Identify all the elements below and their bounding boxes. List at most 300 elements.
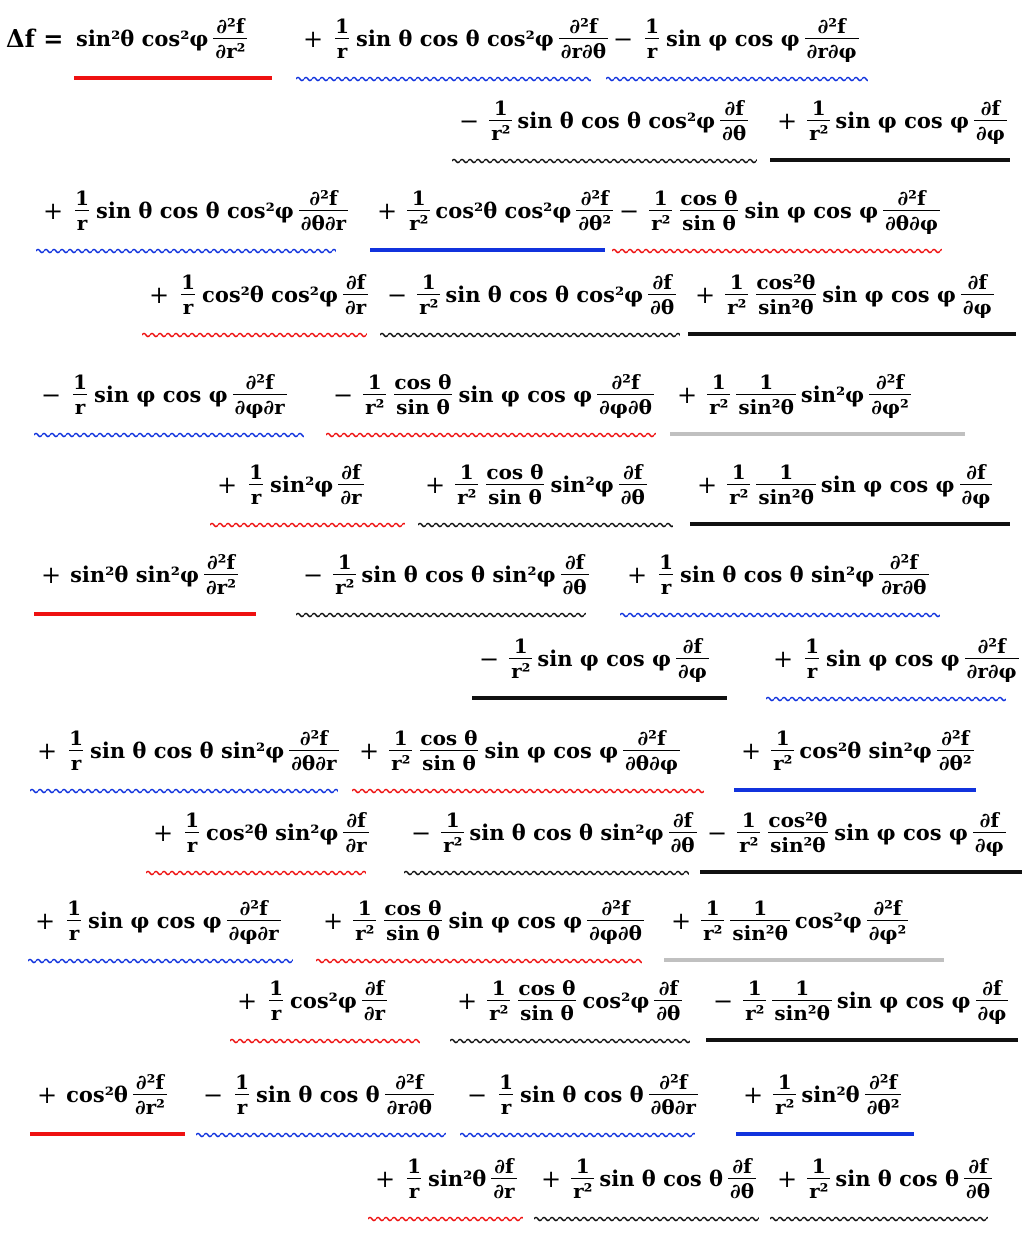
- radial-coefficient: [363, 372, 386, 417]
- term-4: [452, 98, 751, 143]
- term-sign: +: [303, 24, 324, 53]
- radial-coefficient-denominator: r²: [573, 1179, 593, 1203]
- angular-fraction-denominator: sin²θ: [774, 1001, 830, 1025]
- partial-derivative-denominator: ∂φ²: [871, 395, 909, 419]
- radial-coefficient-denominator: r²: [773, 751, 793, 775]
- radial-coefficient: [571, 1156, 594, 1201]
- partial-derivative-denominator: ∂θ: [722, 121, 747, 145]
- radial-coefficient: [65, 898, 83, 943]
- radial-coefficient: [417, 272, 440, 317]
- radial-coefficient: [727, 462, 750, 507]
- partial-derivative: [623, 728, 680, 773]
- radial-coefficient-denominator: r²: [457, 485, 477, 509]
- angular-fraction-numerator: cos θ: [680, 186, 738, 210]
- term-38: [736, 1072, 904, 1117]
- partial-derivative-denominator: ∂θ: [650, 295, 675, 319]
- term-35: [30, 1072, 170, 1117]
- term-underline-red-solid: [34, 612, 256, 616]
- partial-derivative-denominator: ∂θ∂r: [650, 1095, 696, 1119]
- radial-coefficient-numerator: 1: [777, 1070, 792, 1094]
- partial-derivative-numerator: ∂²f: [601, 896, 630, 920]
- trig-factor: cos²θ cos²φ: [202, 282, 338, 307]
- radial-coefficient-denominator: r²: [727, 295, 747, 319]
- term-underline-red-wavy: [368, 1216, 523, 1224]
- term-23: [30, 728, 342, 773]
- angular-fraction-numerator: 1: [753, 896, 768, 920]
- term-sign: +: [773, 644, 794, 673]
- angular-fraction-numerator: cos θ: [384, 896, 442, 920]
- angular-fraction-numerator: cos θ: [394, 370, 452, 394]
- radial-coefficient-numerator: 1: [775, 726, 790, 750]
- radial-coefficient: [497, 1072, 515, 1117]
- partial-derivative-numerator: ∂²f: [941, 726, 970, 750]
- radial-coefficient-denominator: r: [270, 1001, 282, 1025]
- partial-derivative: [805, 16, 859, 61]
- partial-derivative-numerator: ∂²f: [875, 370, 904, 394]
- radial-coefficient-denominator: r²: [809, 1179, 829, 1203]
- partial-derivative-numerator: ∂²f: [869, 1070, 898, 1094]
- partial-derivative: [964, 1156, 992, 1201]
- trig-factor: sin θ cos θ cos²φ: [356, 26, 554, 51]
- radial-coefficient-denominator: r: [500, 1095, 512, 1119]
- term-underline-red-wavy: [352, 788, 704, 796]
- angular-fraction-numerator: 1: [779, 460, 794, 484]
- radial-coefficient-numerator: 1: [575, 1154, 590, 1178]
- partial-derivative-numerator: ∂f: [623, 460, 643, 484]
- radial-coefficient-numerator: 1: [729, 270, 744, 294]
- partial-derivative-numerator: ∂f: [672, 808, 693, 832]
- radial-coefficient-numerator: 1: [367, 370, 382, 394]
- radial-coefficient-numerator: 1: [811, 1154, 826, 1178]
- radial-coefficient: [743, 978, 766, 1023]
- radial-coefficient: [737, 810, 760, 855]
- radial-coefficient-numerator: 1: [659, 550, 674, 574]
- term-sign: −: [479, 644, 500, 673]
- angular-fraction-numerator: cos θ: [486, 460, 544, 484]
- partial-derivative-denominator: ∂r: [493, 1179, 515, 1203]
- term-underline-gray-solid: [670, 432, 965, 436]
- term-30: [316, 898, 647, 943]
- partial-derivative-numerator: ∂f: [966, 460, 986, 484]
- partial-derivative: [676, 636, 709, 681]
- partial-derivative-numerator: ∂²f: [245, 370, 274, 394]
- term-40: [534, 1156, 759, 1201]
- partial-derivative-denominator: ∂φ: [974, 833, 1004, 857]
- angular-fraction: [382, 898, 443, 943]
- term-31: [664, 898, 911, 943]
- term-underline-red-wavy: [210, 522, 405, 530]
- radial-coefficient: [489, 98, 512, 143]
- radial-coefficient-denominator: r: [646, 39, 658, 63]
- term-underline-red-wavy: [316, 958, 642, 966]
- partial-derivative-denominator: ∂θ: [620, 485, 645, 509]
- angular-fraction: [756, 462, 816, 507]
- partial-derivative-denominator: ∂r∂θ: [560, 39, 607, 63]
- radial-coefficient: [643, 16, 661, 61]
- partial-derivative: [233, 372, 287, 417]
- term-17: [690, 462, 995, 507]
- radial-coefficient-numerator: 1: [235, 1070, 250, 1094]
- term-33: [450, 978, 685, 1023]
- term-sign: +: [677, 380, 698, 409]
- radial-coefficient-numerator: 1: [73, 370, 88, 394]
- term-underline-blue-wavy: [36, 248, 336, 256]
- trig-factor: sin φ cos φ: [744, 198, 879, 223]
- partial-derivative: [385, 1072, 434, 1117]
- radial-coefficient: [509, 636, 532, 681]
- radial-coefficient-numerator: 1: [445, 808, 460, 832]
- partial-derivative-numerator: ∂²f: [299, 726, 328, 750]
- radial-coefficient-numerator: 1: [491, 976, 506, 1000]
- partial-derivative: [937, 728, 974, 773]
- term-sign: +: [323, 906, 344, 935]
- radial-coefficient-numerator: 1: [747, 976, 762, 1000]
- term-34: [706, 978, 1011, 1023]
- term-26: [146, 810, 372, 855]
- radial-coefficient-numerator: 1: [337, 550, 352, 574]
- trig-factor: cos²θ: [66, 1082, 128, 1107]
- radial-coefficient-denominator: r²: [703, 921, 723, 945]
- radial-coefficient: [407, 188, 430, 233]
- partial-derivative-numerator: ∂f: [980, 96, 1001, 120]
- term-11: [688, 272, 997, 317]
- angular-fraction-numerator: cos θ: [420, 726, 478, 750]
- radial-coefficient: [455, 462, 478, 507]
- radial-coefficient-denominator: r: [408, 1179, 420, 1203]
- radial-coefficient-denominator: r²: [489, 1001, 509, 1025]
- partial-derivative: [965, 636, 1019, 681]
- term-underline-black-wavy: [296, 612, 586, 620]
- radial-coefficient: [487, 978, 510, 1023]
- term-sign: +: [237, 986, 258, 1015]
- term-underline-black-wavy: [404, 870, 689, 878]
- trig-factor: sin²θ cos²φ: [76, 26, 209, 51]
- radial-coefficient-numerator: 1: [185, 808, 200, 832]
- partial-derivative-denominator: ∂φ∂r: [228, 921, 279, 945]
- angular-fraction: [484, 462, 545, 507]
- term-27: [404, 810, 700, 855]
- partial-derivative-denominator: ∂φ: [977, 1001, 1007, 1025]
- partial-derivative-numerator: ∂f: [652, 270, 672, 294]
- radial-coefficient-denominator: r: [76, 211, 88, 235]
- term-underline-blue-wavy: [28, 958, 293, 966]
- partial-derivative: [133, 1072, 167, 1117]
- radial-coefficient: [803, 636, 821, 681]
- partial-derivative-numerator: ∂f: [682, 634, 703, 658]
- term-underline-red-solid: [30, 1132, 185, 1136]
- partial-derivative-denominator: ∂φ∂θ: [599, 395, 652, 419]
- term-sign: −: [333, 380, 354, 409]
- partial-derivative-denominator: ∂θ: [656, 1001, 681, 1025]
- partial-derivative-numerator: ∂f: [346, 808, 366, 832]
- radial-coefficient-numerator: 1: [711, 370, 726, 394]
- radial-coefficient: [353, 898, 376, 943]
- partial-derivative: [338, 462, 363, 507]
- trig-factor: sin θ cos θ sin²φ: [361, 562, 556, 587]
- partial-derivative-denominator: ∂θ: [966, 1179, 991, 1203]
- term-sign: +: [671, 906, 692, 935]
- radial-coefficient-denominator: r: [186, 833, 198, 857]
- trig-factor: sin φ cos φ: [88, 908, 222, 933]
- trig-factor: sin φ cos φ: [834, 820, 968, 845]
- term-sign: +: [695, 280, 716, 309]
- radial-coefficient: [389, 728, 412, 773]
- partial-derivative: [974, 98, 1007, 143]
- term-sign: +: [37, 736, 58, 765]
- term-sign: −: [713, 986, 734, 1015]
- term-sign: +: [777, 106, 798, 135]
- trig-factor: sin²θ sin²φ: [70, 562, 199, 587]
- radial-coefficient: [333, 16, 351, 61]
- term-sign: +: [741, 736, 762, 765]
- angular-fraction-denominator: sin²θ: [732, 921, 788, 945]
- term-underline-red-wavy: [146, 870, 366, 878]
- partial-derivative: [883, 188, 940, 233]
- trig-factor: sin θ cos θ sin²φ: [90, 738, 285, 763]
- radial-coefficient-numerator: 1: [811, 96, 826, 120]
- radial-coefficient-numerator: 1: [741, 808, 756, 832]
- radial-coefficient: [67, 728, 85, 773]
- radial-coefficient-denominator: r²: [419, 295, 439, 319]
- trig-factor: sin θ cos θ: [599, 1166, 724, 1191]
- partial-derivative: [879, 552, 928, 597]
- term-sign: +: [377, 196, 398, 225]
- trig-factor: sin φ cos φ: [458, 382, 593, 407]
- term-sign: +: [217, 470, 238, 499]
- partial-derivative-numerator: ∂f: [564, 550, 585, 574]
- term-underline-blue-solid: [370, 248, 605, 252]
- radial-coefficient-numerator: 1: [249, 460, 264, 484]
- term-36: [196, 1072, 437, 1117]
- radial-coefficient-numerator: 1: [653, 186, 668, 210]
- term-sign: −: [411, 818, 432, 847]
- term-underline-black-wavy: [380, 332, 680, 340]
- term-underline-blue-wavy: [620, 612, 940, 620]
- radial-coefficient-denominator: r²: [511, 659, 531, 683]
- trig-factor: sin φ cos φ: [666, 26, 800, 51]
- partial-derivative: [289, 728, 338, 773]
- radial-coefficient-numerator: 1: [269, 976, 284, 1000]
- term-sign: +: [457, 986, 478, 1015]
- radial-coefficient-denominator: r²: [775, 1095, 795, 1119]
- trig-factor: sin θ cos θ: [835, 1166, 960, 1191]
- term-20: [620, 552, 932, 597]
- term-underline-black-wavy: [418, 522, 673, 530]
- partial-derivative: [960, 462, 993, 507]
- radial-coefficient-numerator: 1: [335, 14, 350, 38]
- partial-derivative-numerator: ∂²f: [817, 14, 846, 38]
- angular-fraction: [730, 898, 790, 943]
- partial-derivative-denominator: ∂φ: [961, 485, 991, 509]
- partial-derivative-numerator: ∂²f: [569, 14, 598, 38]
- term-32: [230, 978, 390, 1023]
- partial-derivative-denominator: ∂φ: [962, 295, 992, 319]
- trig-factor: sin²θ: [428, 1166, 487, 1191]
- partial-derivative-denominator: ∂r: [344, 295, 367, 319]
- trig-factor: cos²θ sin²φ: [206, 820, 339, 845]
- partial-derivative: [869, 372, 911, 417]
- angular-fraction-numerator: cos θ: [518, 976, 576, 1000]
- partial-derivative: [728, 1156, 756, 1201]
- term-18: [34, 552, 241, 597]
- term-underline-blue-wavy: [766, 696, 1006, 704]
- partial-derivative: [204, 552, 238, 597]
- partial-derivative-denominator: ∂θ: [670, 833, 695, 857]
- term-sign: +: [541, 1164, 562, 1193]
- term-12: [34, 372, 290, 417]
- partial-derivative-numerator: ∂f: [968, 1154, 988, 1178]
- partial-derivative-denominator: ∂r∂φ: [806, 39, 857, 63]
- partial-derivative: [720, 98, 748, 143]
- partial-derivative: [649, 1072, 698, 1117]
- partial-derivative: [343, 272, 368, 317]
- radial-coefficient-denominator: r²: [729, 485, 749, 509]
- term-underline-blue-wavy: [34, 432, 304, 440]
- term-19: [296, 552, 592, 597]
- radial-coefficient-denominator: r: [660, 575, 672, 599]
- angular-fraction: [766, 810, 829, 855]
- term-underline-blue-wavy: [196, 1132, 446, 1140]
- radial-coefficient-denominator: r²: [365, 395, 385, 419]
- partial-derivative-numerator: ∂²f: [977, 634, 1006, 658]
- radial-coefficient-denominator: r²: [391, 751, 411, 775]
- radial-coefficient: [807, 1156, 830, 1201]
- trig-factor: sin θ cos θ cos²φ: [96, 198, 294, 223]
- term-sign: +: [743, 1080, 764, 1109]
- term-sign: +: [43, 196, 64, 225]
- radial-coefficient-numerator: 1: [69, 726, 84, 750]
- term-29: [28, 898, 284, 943]
- term-9: [142, 272, 371, 317]
- term-underline-black-wavy: [452, 158, 757, 166]
- partial-derivative: [362, 978, 387, 1023]
- term-sign: −: [41, 380, 62, 409]
- radial-coefficient-denominator: r: [182, 295, 194, 319]
- partial-derivative: [961, 272, 994, 317]
- radial-coefficient-numerator: 1: [499, 1070, 514, 1094]
- partial-derivative-numerator: ∂f: [345, 270, 366, 294]
- angular-fraction-denominator: sin²θ: [738, 395, 794, 419]
- term-37: [460, 1072, 701, 1117]
- partial-derivative-denominator: ∂θ∂φ: [885, 211, 938, 235]
- angular-fraction: [418, 728, 479, 773]
- partial-derivative-denominator: ∂θ: [562, 575, 587, 599]
- partial-derivative-denominator: ∂r²: [134, 1095, 165, 1119]
- term-underline-red-solid: [74, 76, 272, 80]
- term-sign: −: [459, 106, 480, 135]
- partial-derivative-denominator: ∂φ: [678, 659, 707, 683]
- partial-derivative-numerator: ∂²f: [206, 550, 235, 574]
- partial-derivative-numerator: ∂²f: [889, 550, 918, 574]
- partial-derivative-numerator: ∂²f: [135, 1070, 164, 1094]
- partial-derivative-numerator: ∂f: [967, 270, 987, 294]
- angular-fraction-denominator: sin θ: [488, 485, 542, 509]
- trig-factor: cos²θ sin²φ: [799, 738, 932, 763]
- term-underline-black-solid: [706, 1038, 1018, 1042]
- radial-coefficient: [247, 462, 265, 507]
- trig-factor: sin θ cos θ: [520, 1082, 644, 1107]
- partial-derivative: [587, 898, 644, 943]
- angular-fraction-denominator: sin θ: [682, 211, 736, 235]
- trig-factor: cos²φ: [794, 908, 862, 933]
- radial-coefficient-denominator: r²: [809, 121, 829, 145]
- term-sign: −: [613, 24, 634, 53]
- partial-derivative: [561, 552, 589, 597]
- radial-coefficient-denominator: r²: [739, 833, 759, 857]
- radial-coefficient-numerator: 1: [407, 1154, 422, 1178]
- partial-derivative-denominator: ∂r∂φ: [966, 659, 1017, 683]
- radial-coefficient: [657, 552, 675, 597]
- angular-fraction-numerator: cos²θ: [768, 808, 828, 832]
- term-underline-red-wavy: [326, 432, 656, 440]
- angular-fraction: [736, 372, 796, 417]
- angular-fraction: [772, 978, 832, 1023]
- angular-fraction-denominator: sin θ: [396, 395, 450, 419]
- radial-coefficient: [73, 188, 91, 233]
- term-7: [370, 188, 616, 233]
- radial-coefficient-numerator: 1: [459, 460, 474, 484]
- term-underline-black-solid: [472, 696, 727, 700]
- term-underline-blue-wavy: [606, 76, 868, 84]
- radial-coefficient-numerator: 1: [75, 186, 90, 210]
- partial-derivative-denominator: ∂φ: [976, 121, 1005, 145]
- term-1: [74, 16, 250, 61]
- partial-derivative-numerator: ∂f: [732, 1154, 752, 1178]
- partial-derivative-numerator: ∂²f: [395, 1070, 424, 1094]
- partial-derivative-denominator: ∂r∂θ: [386, 1095, 432, 1119]
- trig-factor: cos²φ: [290, 988, 357, 1013]
- term-5: [770, 98, 1010, 143]
- partial-derivative-denominator: ∂r²: [205, 575, 236, 599]
- term-underline-black-solid: [690, 522, 1010, 526]
- trig-factor: sin φ cos φ: [822, 282, 956, 307]
- trig-factor: sin θ cos θ cos²φ: [517, 108, 716, 133]
- partial-derivative-denominator: ∂φ∂θ: [589, 921, 642, 945]
- trig-factor: sin θ cos θ sin²φ: [469, 820, 664, 845]
- term-8: [612, 188, 943, 233]
- term-10: [380, 272, 679, 317]
- term-22: [766, 636, 1022, 681]
- radial-coefficient-numerator: 1: [67, 896, 82, 920]
- partial-derivative-numerator: ∂f: [724, 96, 744, 120]
- term-underline-blue-wavy: [30, 788, 338, 796]
- term-sign: −: [387, 280, 408, 309]
- partial-derivative: [648, 272, 676, 317]
- angular-fraction-numerator: 1: [795, 976, 810, 1000]
- radial-coefficient-numerator: 1: [731, 460, 746, 484]
- radial-coefficient-denominator: r²: [443, 833, 463, 857]
- trig-factor: sin²φ: [800, 382, 865, 407]
- radial-coefficient-numerator: 1: [645, 14, 660, 38]
- partial-derivative-denominator: ∂φ²: [868, 921, 907, 945]
- radial-coefficient-denominator: r: [250, 485, 262, 509]
- term-sign: +: [697, 470, 718, 499]
- trig-factor: sin²φ: [550, 472, 614, 497]
- partial-derivative-numerator: ∂f: [658, 976, 678, 1000]
- radial-coefficient-denominator: r²: [355, 921, 375, 945]
- angular-fraction: [516, 978, 577, 1023]
- term-sign: +: [375, 1164, 396, 1193]
- partial-derivative-numerator: ∂f: [979, 808, 999, 832]
- term-sign: +: [149, 280, 170, 309]
- trig-factor: sin θ cos θ cos²φ: [445, 282, 644, 307]
- term-sign: −: [619, 196, 640, 225]
- partial-derivative-denominator: ∂θ: [730, 1179, 755, 1203]
- term-2: [296, 16, 611, 61]
- term-sign: −: [303, 560, 324, 589]
- partial-derivative-denominator: ∂θ²: [866, 1095, 900, 1119]
- radial-coefficient: [773, 1072, 796, 1117]
